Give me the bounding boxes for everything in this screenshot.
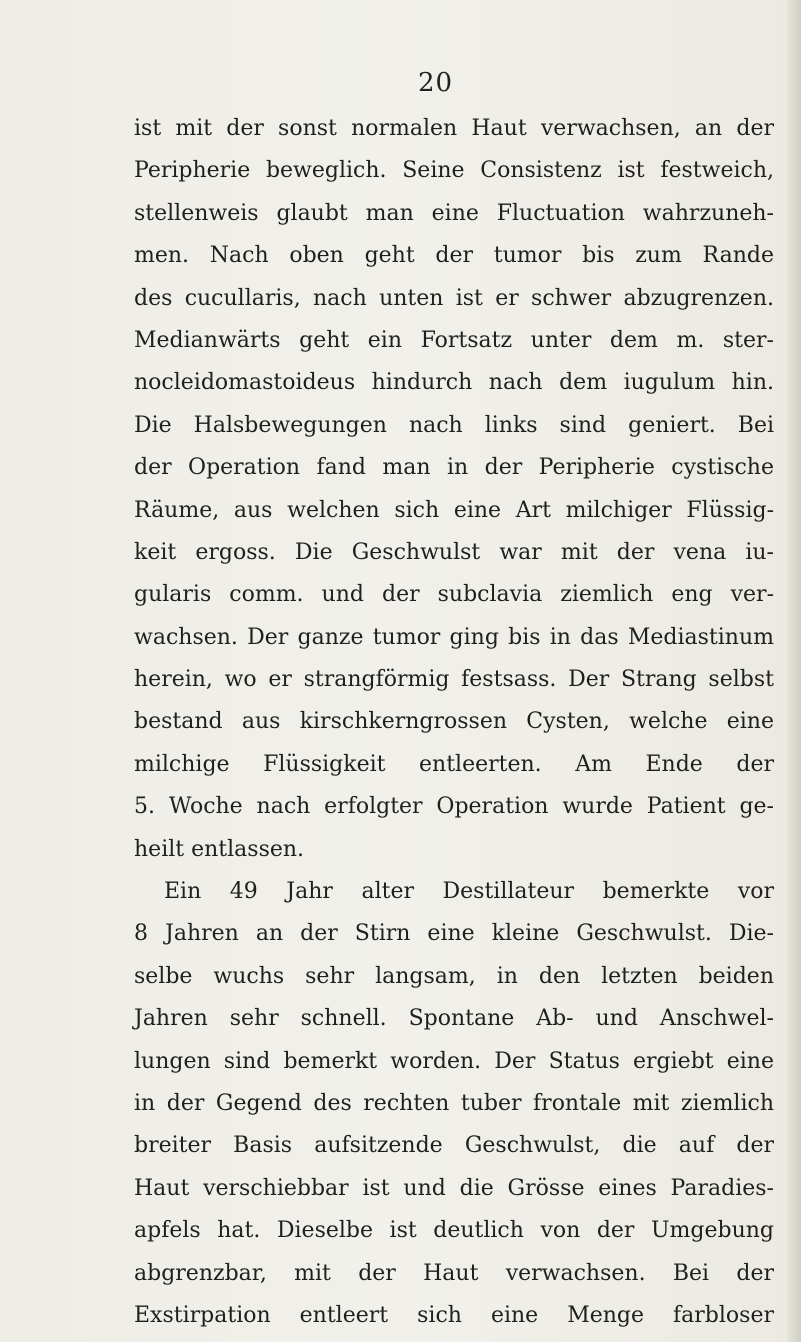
text-line: stellenweis glaubt man eine Fluctuation wahrzuneh- xyxy=(134,200,774,226)
text-line: breiter Basis aufsitzende Geschwulst, die auf der xyxy=(134,1133,774,1159)
text-line: Haut verschiebbar ist und die Grösse eines Paradies- xyxy=(134,1175,774,1201)
text-line: Exstirpation entleert sich eine Menge farbloser xyxy=(134,1302,774,1328)
page-number: 20 xyxy=(418,68,454,98)
text-line: 5. Woche nach erfolgter Operation wurde Patient ge- xyxy=(134,794,774,820)
text-line: nocleidomastoideus hindurch nach dem iugulum hin. xyxy=(134,370,774,396)
text-line: Peripherie beweglich. Seine Consistenz ist festweich, xyxy=(134,158,774,184)
text-line: gularis comm. und der subclavia ziemlich eng ver- xyxy=(134,582,774,608)
text-line: 8 Jahren an der Stirn eine kleine Geschwulst. Die- xyxy=(134,921,774,947)
text-line: der Operation fand man in der Peripherie cystische xyxy=(134,455,774,481)
text-line: des cucullaris, nach unten ist er schwer abzugrenzen. xyxy=(134,285,774,311)
text-line: heilt entlassen. xyxy=(134,836,305,862)
text-line: Räume, aus welchen sich eine Art milchiger Flüssig- xyxy=(134,497,774,523)
body-text xyxy=(134,108,774,1337)
text-line: abgrenzbar, mit der Haut verwachsen. Bei der xyxy=(134,1260,774,1286)
text-line: in der Gegend des rechten tuber frontale mit ziemlich xyxy=(134,1090,774,1116)
text-line: lungen sind bemerkt worden. Der Status ergiebt eine xyxy=(134,1048,774,1074)
text-line: Die Halsbewegungen nach links sind geniert. Bei xyxy=(134,412,774,438)
page-edge xyxy=(787,0,801,1342)
text-line: ist mit der sonst normalen Haut verwachsen, an der xyxy=(134,116,774,141)
text-line: bestand aus kirschkerngrossen Cysten, welche eine xyxy=(134,709,774,735)
text-line: selbe wuchs sehr langsam, in den letzten beiden xyxy=(134,963,774,989)
text-line: Ein 49 Jahr alter Destillateur bemerkte vor xyxy=(164,879,774,905)
text-line: men. Nach oben geht der tumor bis zum Rande xyxy=(134,243,774,269)
text-line: Medianwärts geht ein Fortsatz unter dem m. ster- xyxy=(134,327,774,353)
text-line: apfels hat. Dieselbe ist deutlich von der Umgebung xyxy=(134,1218,774,1244)
text-line: Jahren sehr schnell. Spontane Ab- und Anschwel- xyxy=(134,1006,774,1032)
text-line: wachsen. Der ganze tumor ging bis in das Mediastinum xyxy=(134,624,774,650)
text-line: milchige Flüssigkeit entleerten. Am Ende der xyxy=(134,751,774,777)
text-line: keit ergoss. Die Geschwulst war mit der vena iu- xyxy=(134,539,774,565)
text-line: herein, wo er strangförmig festsass. Der Strang selbst xyxy=(134,667,774,693)
